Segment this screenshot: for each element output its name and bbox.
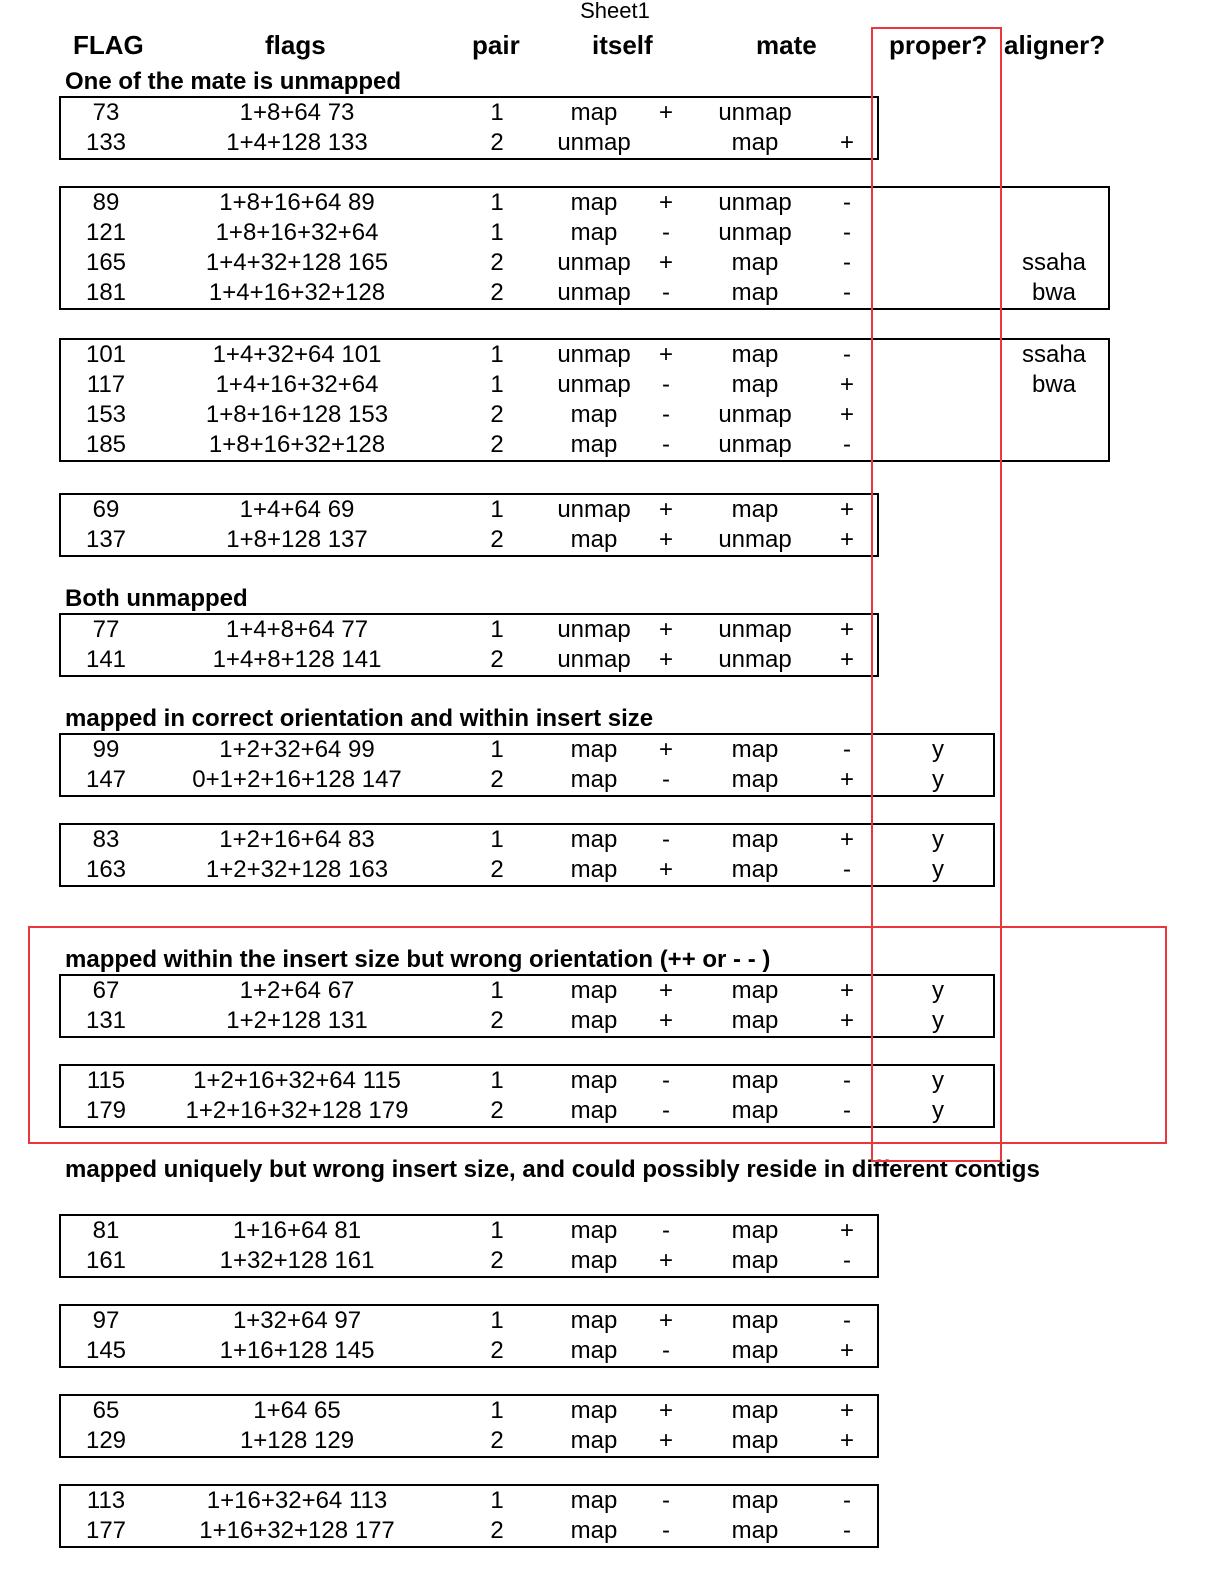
table-row: 121 1+8+16+32+64 1 map - unmap - [85,219,851,246]
table-row: 161 1+32+128 161 2 map + map - [85,1247,851,1274]
flag-group-box [59,1064,995,1128]
table-row: 165 1+4+32+128 165 2 unmap + map - ssaha [85,249,1087,276]
section-title: One of the mate is unmapped [65,68,402,95]
table-row: 99 1+2+32+64 99 1 map + map - y [92,736,944,763]
table-row: 181 1+4+16+32+128 2 unmap - map - bwa [85,279,1077,306]
table-row: 185 1+8+16+32+128 2 map - unmap - [85,431,851,458]
table-row: 67 1+2+64 67 1 map + map + y [92,977,944,1004]
flag-group-box [59,338,1110,462]
table-row: 163 1+2+32+128 163 2 map + map - y [85,856,944,883]
table-row: 97 1+32+64 97 1 map + map - [92,1307,851,1334]
table-row: 89 1+8+16+64 89 1 map + unmap - [92,189,851,216]
header-flag: FLAG [73,30,144,60]
table-row: 179 1+2+16+32+128 179 2 map - map - y [85,1097,944,1124]
table-row: 77 1+4+8+64 77 1 unmap + unmap + [92,616,855,643]
table-row: 115 1+2+16+32+64 115 1 map - map - y [86,1067,944,1094]
table-row: 113 1+16+32+64 113 1 map - map - [86,1487,851,1514]
flag-group-box [59,1304,879,1368]
flag-group-box [59,823,995,887]
flag-group-box [59,733,995,797]
table-row: 147 0+1+2+16+128 147 2 map - map + y [85,766,944,793]
table-row: 137 1+8+128 137 2 map + unmap + [85,526,855,553]
header-flags: flags [265,30,326,60]
table-row: 131 1+2+128 131 2 map + map + y [85,1007,944,1034]
table-row: 83 1+2+16+64 83 1 map - map + y [92,826,944,853]
header-proper: proper? [889,30,988,60]
table-row: 65 1+64 65 1 map + map + [92,1397,855,1424]
table-row: 81 1+16+64 81 1 map - map + [92,1217,855,1244]
flag-group-box [59,1394,879,1458]
flag-group-box [59,1214,879,1278]
flag-group-box [59,186,1110,310]
flag-group-box [59,974,995,1038]
table-row: 153 1+8+16+128 153 2 map - unmap + [85,401,855,428]
section-title: mapped within the insert size but wrong orientation (++ or - - ) [65,946,771,973]
flag-group-box [59,493,879,557]
header-mate: mate [756,30,817,60]
table-row: 145 1+16+128 145 2 map - map + [85,1337,855,1364]
header-itself: itself [592,30,653,60]
table-row: 73 1+8+64 73 1 map + unmap [92,99,792,126]
table-row: 133 1+4+128 133 2 unmap map + [85,129,855,156]
table-row: 141 1+4+8+128 141 2 unmap + unmap + [85,646,855,673]
section-title: mapped in correct orientation and within insert size [65,705,654,732]
table-row: 69 1+4+64 69 1 unmap + map + [92,496,855,523]
table-row: 177 1+16+32+128 177 2 map - map - [85,1517,851,1544]
flag-group-box [59,613,879,677]
section-title: mapped uniquely but wrong insert size, and could possibly reside in different contigs [65,1156,1040,1183]
header-pair: pair [472,30,520,60]
table-row: 117 1+4+16+32+64 1 unmap - map + bwa [86,371,1077,398]
header-aligner: aligner? [1004,30,1106,60]
sheet-title: Sheet1 [580,0,650,23]
table-row: 101 1+4+32+64 101 1 unmap + map - ssaha [85,341,1087,368]
flag-group-box [59,1484,879,1548]
section-title: Both unmapped [65,585,248,612]
table-row: 129 1+128 129 2 map + map + [85,1427,855,1454]
flag-group-box [59,96,879,160]
